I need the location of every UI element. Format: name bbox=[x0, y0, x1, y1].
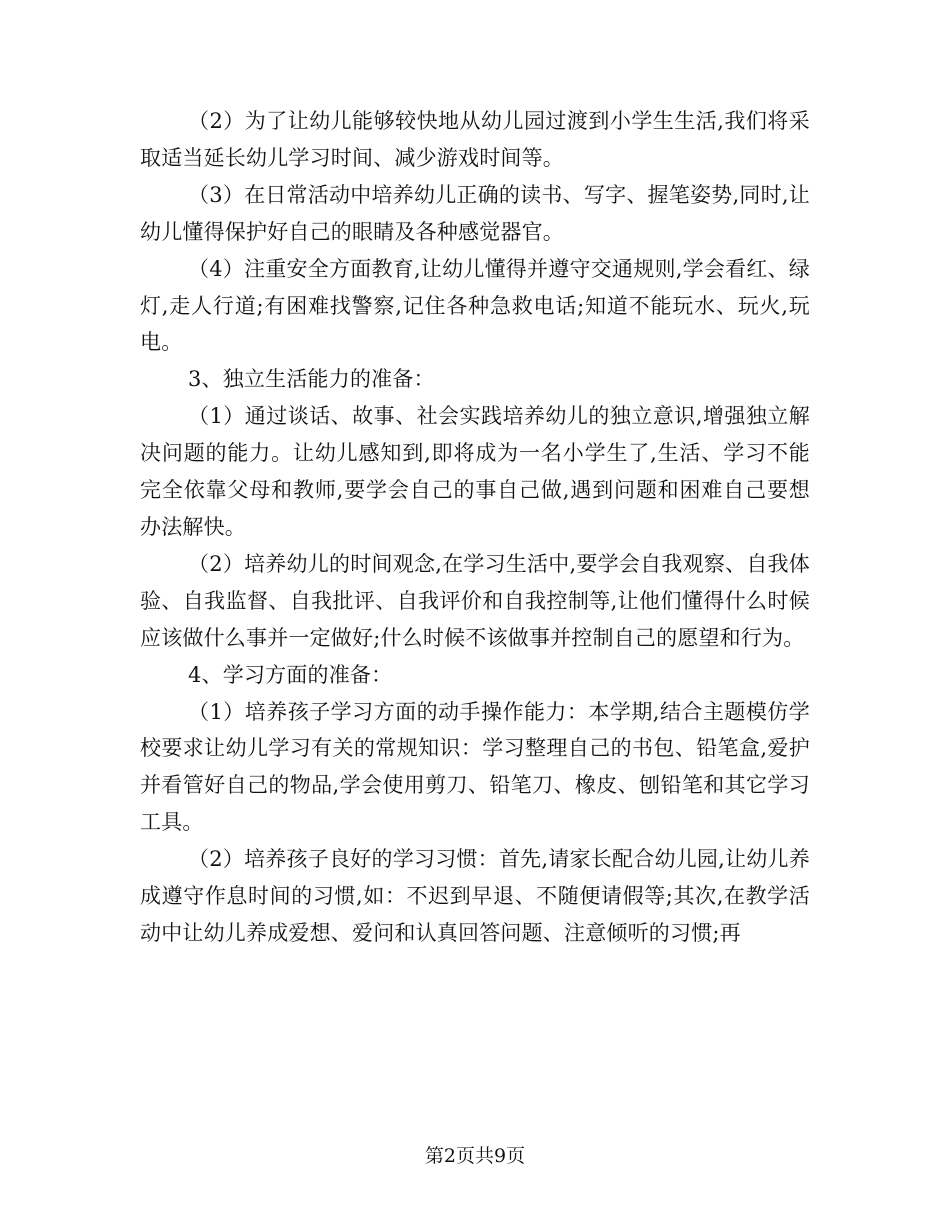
paragraph: （1）培养孩子学习方面的动手操作能力：本学期,结合主题模仿学校要求让幼儿学习有关的常规知识：学习整理自己的书包、铅笔盒,爱护并看管好自己的物品,学会使用剪刀、铅笔刀、橡皮、刨铅笔和其它学习工具。 bbox=[140, 699, 810, 835]
paragraph: （2）培养孩子良好的学习习惯：首先,请家长配合幼儿园,让幼儿养成遵守作息时间的习惯,如：不迟到早退、不随便请假等;其次,在教学活动中让幼儿养成爱想、爱问和认真回答问题、注意倾听的习惯;再 bbox=[140, 847, 810, 945]
paragraph: （2）培养幼儿的时间观念,在学习生活中,要学会自我观察、自我体验、自我监督、自我批评、自我评价和自我控制等,让他们懂得什么时候应该做什么事并一定做好;什么时候不该做事并控制自己的愿望和行为。 bbox=[140, 551, 810, 650]
section-heading: 3、独立生活能力的准备： bbox=[188, 367, 435, 392]
paragraph: （4）注重安全方面教育,让幼儿懂得并遵守交通规则,学会看红、绿灯,走人行道;有困难找警察,记住各种急救电话;知道不能玩水、玩火,玩电。 bbox=[140, 256, 810, 355]
paragraph: （2）为了让幼儿能够较快地从幼儿园过渡到小学生生活,我们将采取适当延长幼儿学习时间、减少游戏时间等。 bbox=[140, 109, 810, 170]
section-heading: 4、学习方面的准备： bbox=[188, 662, 393, 687]
page-number: 第2页共9页 bbox=[424, 1145, 526, 1167]
paragraph: （3）在日常活动中培养幼儿正确的读书、写字、握笔姿势,同时,让幼儿懂得保护好自己的眼睛及各种感觉器官。 bbox=[140, 182, 810, 244]
body-text bbox=[140, 103, 810, 952]
paragraph: （1）通过谈话、故事、社会实践培养幼儿的独立意识,增强独立解决问题的能力。让幼儿感知到,即将成为一名小学生了,生活、学习不能完全依靠父母和教师,要学会自己的事自己做,遇到问题和困难自己要想办法解快。 bbox=[140, 404, 810, 539]
